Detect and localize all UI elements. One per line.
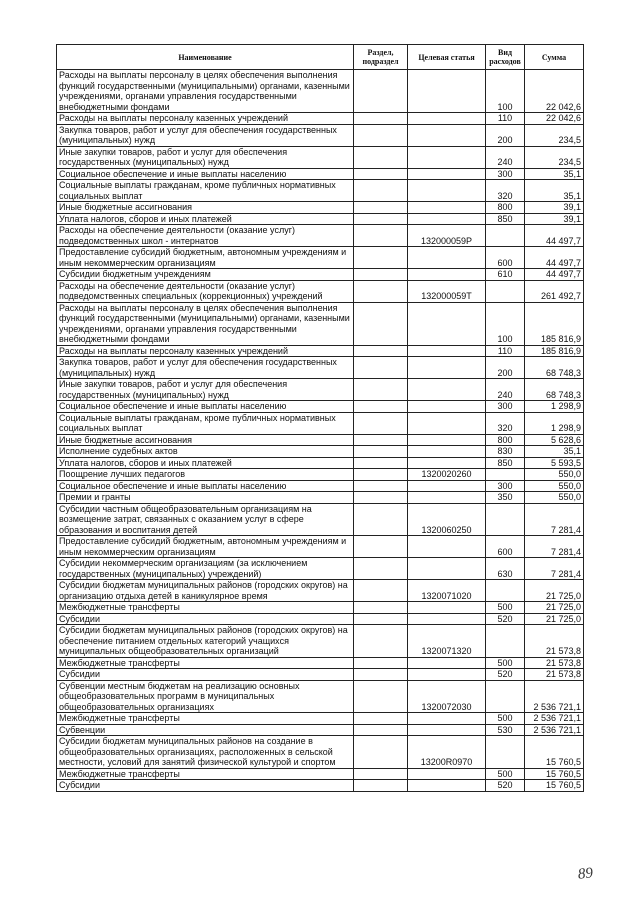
cell-name: Социальные выплаты гражданам, кроме публичных нормативных социальных выплат bbox=[57, 412, 354, 434]
table-row bbox=[57, 357, 584, 379]
cell-vid: 520 bbox=[486, 669, 525, 681]
table-row bbox=[57, 457, 584, 469]
cell-name: Субсидии бюджетам муниципальных районов (городских округов) на обеспечение питанием отдельных категорий учащихся муниципальных общеобразовательных организаций bbox=[57, 625, 354, 658]
cell-vid: 830 bbox=[486, 446, 525, 458]
cell-vid: 240 bbox=[486, 146, 525, 168]
table-row bbox=[57, 180, 584, 202]
cell-name: Расходы на выплаты персоналу казенных учреждений bbox=[57, 345, 354, 357]
table-row bbox=[57, 113, 584, 125]
cell-razdel bbox=[354, 446, 408, 458]
cell-summa: 35,1 bbox=[525, 180, 584, 202]
table-row bbox=[57, 613, 584, 625]
header-vid: Вид расходов bbox=[486, 45, 525, 70]
cell-razdel bbox=[354, 434, 408, 446]
cell-summa: 22 042,6 bbox=[525, 70, 584, 113]
cell-razdel bbox=[354, 225, 408, 247]
cell-name: Поощрение лучших педагогов bbox=[57, 469, 354, 481]
cell-vid bbox=[486, 469, 525, 481]
cell-summa: 1 298,9 bbox=[525, 401, 584, 413]
cell-name: Субсидии некоммерческим организациям (за исключением государственных (муниципальных) учреждений) bbox=[57, 558, 354, 580]
table-row bbox=[57, 446, 584, 458]
cell-summa: 234,5 bbox=[525, 146, 584, 168]
table-row bbox=[57, 580, 584, 602]
cell-summa: 550,0 bbox=[525, 469, 584, 481]
table-row bbox=[57, 736, 584, 769]
table-row bbox=[57, 401, 584, 413]
cell-name: Субсидии частным общеобразовательным организациям на возмещение затрат, связанных с оказанием услуг в сфере образования и воспитания детей bbox=[57, 503, 354, 536]
cell-statya bbox=[408, 180, 486, 202]
cell-statya bbox=[408, 168, 486, 180]
cell-razdel bbox=[354, 412, 408, 434]
cell-vid: 500 bbox=[486, 657, 525, 669]
header-summa: Сумма bbox=[525, 45, 584, 70]
cell-razdel bbox=[354, 669, 408, 681]
cell-vid bbox=[486, 736, 525, 769]
table-row bbox=[57, 202, 584, 214]
cell-summa: 15 760,5 bbox=[525, 736, 584, 769]
cell-vid: 800 bbox=[486, 202, 525, 214]
cell-razdel bbox=[354, 457, 408, 469]
cell-statya bbox=[408, 269, 486, 281]
cell-statya bbox=[408, 669, 486, 681]
cell-statya bbox=[408, 412, 486, 434]
table-row bbox=[57, 146, 584, 168]
cell-razdel bbox=[354, 302, 408, 345]
table-row bbox=[57, 124, 584, 146]
cell-name: Межбюджетные трансферты bbox=[57, 602, 354, 614]
cell-statya bbox=[408, 602, 486, 614]
cell-name: Иные бюджетные ассигнования bbox=[57, 202, 354, 214]
table-row bbox=[57, 345, 584, 357]
cell-statya bbox=[408, 780, 486, 792]
cell-razdel bbox=[354, 736, 408, 769]
cell-razdel bbox=[354, 602, 408, 614]
cell-summa: 5 628,6 bbox=[525, 434, 584, 446]
table-row bbox=[57, 492, 584, 504]
table-row bbox=[57, 379, 584, 401]
table-row bbox=[57, 70, 584, 113]
cell-vid: 200 bbox=[486, 124, 525, 146]
cell-razdel bbox=[354, 357, 408, 379]
cell-razdel bbox=[354, 724, 408, 736]
cell-statya: 1320072030 bbox=[408, 680, 486, 713]
cell-summa: 44 497,7 bbox=[525, 269, 584, 281]
table-row bbox=[57, 724, 584, 736]
cell-summa: 15 760,5 bbox=[525, 768, 584, 780]
cell-name: Субсидии бюджетным учреждениям bbox=[57, 269, 354, 281]
cell-statya: 132000059Т bbox=[408, 280, 486, 302]
cell-razdel bbox=[354, 657, 408, 669]
cell-razdel bbox=[354, 492, 408, 504]
cell-vid: 500 bbox=[486, 602, 525, 614]
table-row bbox=[57, 558, 584, 580]
cell-vid: 850 bbox=[486, 213, 525, 225]
cell-vid: 100 bbox=[486, 70, 525, 113]
cell-summa: 22 042,6 bbox=[525, 113, 584, 125]
cell-name: Субсидии бюджетам муниципальных районов (городских округов) на организацию отдыха детей в каникулярное время bbox=[57, 580, 354, 602]
cell-vid: 200 bbox=[486, 357, 525, 379]
page-number: 89 bbox=[577, 865, 594, 883]
cell-summa: 68 748,3 bbox=[525, 357, 584, 379]
cell-name: Иные закупки товаров, работ и услуг для обеспечения государственных (муниципальных) нужд bbox=[57, 146, 354, 168]
cell-statya bbox=[408, 124, 486, 146]
cell-name: Расходы на выплаты персоналу в целях обеспечения выполнения функций государственными (муниципальными) органами, казенными учреждениями, органами управления государственными внебюджетными фондами bbox=[57, 302, 354, 345]
cell-name: Иные закупки товаров, работ и услуг для обеспечения государственных (муниципальных) нужд bbox=[57, 379, 354, 401]
cell-vid: 350 bbox=[486, 492, 525, 504]
cell-summa: 2 536 721,1 bbox=[525, 680, 584, 713]
cell-razdel bbox=[354, 345, 408, 357]
cell-name: Межбюджетные трансферты bbox=[57, 768, 354, 780]
cell-summa: 44 497,7 bbox=[525, 247, 584, 269]
cell-summa: 2 536 721,1 bbox=[525, 713, 584, 725]
table-row bbox=[57, 657, 584, 669]
cell-name: Закупка товаров, работ и услуг для обеспечения государственных (муниципальных) нужд bbox=[57, 124, 354, 146]
cell-name: Расходы на обеспечение деятельности (оказание услуг) подведомственных специальных (коррекционных) учреждений bbox=[57, 280, 354, 302]
table-row bbox=[57, 434, 584, 446]
cell-razdel bbox=[354, 70, 408, 113]
cell-statya bbox=[408, 657, 486, 669]
table-row bbox=[57, 480, 584, 492]
cell-statya bbox=[408, 480, 486, 492]
cell-summa: 185 816,9 bbox=[525, 302, 584, 345]
table-body bbox=[57, 70, 584, 792]
cell-vid: 320 bbox=[486, 412, 525, 434]
budget-table bbox=[56, 44, 584, 792]
cell-statya: 13200R0970 bbox=[408, 736, 486, 769]
cell-razdel bbox=[354, 680, 408, 713]
table-row bbox=[57, 469, 584, 481]
cell-statya bbox=[408, 724, 486, 736]
cell-name: Социальное обеспечение и иные выплаты населению bbox=[57, 401, 354, 413]
cell-razdel bbox=[354, 480, 408, 492]
cell-name: Исполнение судебных актов bbox=[57, 446, 354, 458]
cell-vid: 600 bbox=[486, 536, 525, 558]
cell-summa: 7 281,4 bbox=[525, 558, 584, 580]
cell-statya bbox=[408, 213, 486, 225]
cell-name: Социальные выплаты гражданам, кроме публичных нормативных социальных выплат bbox=[57, 180, 354, 202]
cell-statya bbox=[408, 492, 486, 504]
cell-summa: 21 725,0 bbox=[525, 613, 584, 625]
cell-summa: 21 573,8 bbox=[525, 657, 584, 669]
table-row bbox=[57, 768, 584, 780]
cell-statya bbox=[408, 113, 486, 125]
table-row bbox=[57, 412, 584, 434]
table-row bbox=[57, 602, 584, 614]
header-statya: Целевая статья bbox=[408, 45, 486, 70]
cell-statya bbox=[408, 613, 486, 625]
cell-name: Социальное обеспечение и иные выплаты населению bbox=[57, 168, 354, 180]
table-row bbox=[57, 680, 584, 713]
cell-statya bbox=[408, 202, 486, 214]
cell-vid: 610 bbox=[486, 269, 525, 281]
table-row bbox=[57, 302, 584, 345]
cell-razdel bbox=[354, 202, 408, 214]
cell-vid: 630 bbox=[486, 558, 525, 580]
cell-statya bbox=[408, 302, 486, 345]
cell-statya bbox=[408, 768, 486, 780]
cell-razdel bbox=[354, 503, 408, 536]
cell-summa: 39,1 bbox=[525, 213, 584, 225]
cell-statya bbox=[408, 379, 486, 401]
cell-name: Социальное обеспечение и иные выплаты населению bbox=[57, 480, 354, 492]
table-row bbox=[57, 713, 584, 725]
cell-vid: 110 bbox=[486, 113, 525, 125]
cell-vid: 300 bbox=[486, 168, 525, 180]
cell-razdel bbox=[354, 536, 408, 558]
cell-vid: 500 bbox=[486, 713, 525, 725]
cell-vid: 520 bbox=[486, 613, 525, 625]
cell-statya bbox=[408, 247, 486, 269]
cell-summa: 5 593,5 bbox=[525, 457, 584, 469]
cell-razdel bbox=[354, 768, 408, 780]
cell-name: Субсидии bbox=[57, 780, 354, 792]
cell-statya: 1320060250 bbox=[408, 503, 486, 536]
cell-name: Субсидии бюджетам муниципальных районов на создание в общеобразовательных организациях, расположенных в сельской местности, условий для занятий физической культурой и спортом bbox=[57, 736, 354, 769]
cell-razdel bbox=[354, 247, 408, 269]
cell-vid: 600 bbox=[486, 247, 525, 269]
cell-statya bbox=[408, 146, 486, 168]
cell-name: Межбюджетные трансферты bbox=[57, 713, 354, 725]
table-row bbox=[57, 669, 584, 681]
cell-razdel bbox=[354, 379, 408, 401]
cell-statya bbox=[408, 345, 486, 357]
cell-name: Закупка товаров, работ и услуг для обеспечения государственных (муниципальных) нужд bbox=[57, 357, 354, 379]
header-razdel: Раздел, подраздел bbox=[354, 45, 408, 70]
cell-name: Субвенции местным бюджетам на реализацию основных общеобразовательных программ в муниципальных общеобразовательных организациях bbox=[57, 680, 354, 713]
cell-vid bbox=[486, 280, 525, 302]
cell-razdel bbox=[354, 280, 408, 302]
cell-vid: 300 bbox=[486, 480, 525, 492]
cell-razdel bbox=[354, 713, 408, 725]
cell-statya: 1320020260 bbox=[408, 469, 486, 481]
cell-summa: 68 748,3 bbox=[525, 379, 584, 401]
cell-name: Субсидии bbox=[57, 613, 354, 625]
cell-name: Расходы на обеспечение деятельности (оказание услуг) подведомственных школ - интернатов bbox=[57, 225, 354, 247]
cell-vid: 800 bbox=[486, 434, 525, 446]
cell-summa: 35,1 bbox=[525, 446, 584, 458]
cell-vid: 520 bbox=[486, 780, 525, 792]
cell-vid bbox=[486, 503, 525, 536]
cell-statya bbox=[408, 357, 486, 379]
cell-summa: 21 725,0 bbox=[525, 580, 584, 602]
cell-razdel bbox=[354, 180, 408, 202]
cell-name: Межбюджетные трансферты bbox=[57, 657, 354, 669]
cell-vid: 110 bbox=[486, 345, 525, 357]
cell-razdel bbox=[354, 401, 408, 413]
cell-razdel bbox=[354, 625, 408, 658]
cell-statya bbox=[408, 457, 486, 469]
cell-vid bbox=[486, 680, 525, 713]
table-header-row bbox=[57, 45, 584, 70]
cell-name: Субвенции bbox=[57, 724, 354, 736]
cell-vid bbox=[486, 225, 525, 247]
cell-vid bbox=[486, 580, 525, 602]
cell-summa: 44 497,7 bbox=[525, 225, 584, 247]
table-row bbox=[57, 625, 584, 658]
cell-name: Предоставление субсидий бюджетным, автономным учреждениям и иным некоммерческим организациям bbox=[57, 247, 354, 269]
table-row bbox=[57, 213, 584, 225]
cell-summa: 35,1 bbox=[525, 168, 584, 180]
cell-vid: 240 bbox=[486, 379, 525, 401]
cell-razdel bbox=[354, 124, 408, 146]
cell-summa: 7 281,4 bbox=[525, 503, 584, 536]
cell-summa: 21 573,8 bbox=[525, 669, 584, 681]
cell-summa: 7 281,4 bbox=[525, 536, 584, 558]
cell-vid: 500 bbox=[486, 768, 525, 780]
table-row bbox=[57, 503, 584, 536]
cell-statya bbox=[408, 70, 486, 113]
cell-razdel bbox=[354, 213, 408, 225]
cell-summa: 21 573,8 bbox=[525, 625, 584, 658]
cell-name: Премии и гранты bbox=[57, 492, 354, 504]
cell-razdel bbox=[354, 580, 408, 602]
cell-summa: 1 298,9 bbox=[525, 412, 584, 434]
cell-razdel bbox=[354, 469, 408, 481]
cell-name: Уплата налогов, сборов и иных платежей bbox=[57, 213, 354, 225]
cell-razdel bbox=[354, 780, 408, 792]
cell-vid: 100 bbox=[486, 302, 525, 345]
cell-name: Расходы на выплаты персоналу казенных учреждений bbox=[57, 113, 354, 125]
cell-name: Предоставление субсидий бюджетным, автономным учреждениям и иным некоммерческим организациям bbox=[57, 536, 354, 558]
cell-name: Расходы на выплаты персоналу в целях обеспечения выполнения функций государственными (муниципальными) органами, казенными учреждениями, органами управления государственными внебюджетными фондами bbox=[57, 70, 354, 113]
cell-summa: 39,1 bbox=[525, 202, 584, 214]
table-row bbox=[57, 536, 584, 558]
cell-razdel bbox=[354, 168, 408, 180]
cell-summa: 550,0 bbox=[525, 492, 584, 504]
cell-statya bbox=[408, 446, 486, 458]
header-name: Наименование bbox=[57, 45, 354, 70]
cell-name: Субсидии bbox=[57, 669, 354, 681]
cell-summa: 15 760,5 bbox=[525, 780, 584, 792]
cell-statya bbox=[408, 558, 486, 580]
cell-summa: 21 725,0 bbox=[525, 602, 584, 614]
cell-statya: 1320071320 bbox=[408, 625, 486, 658]
cell-summa: 550,0 bbox=[525, 480, 584, 492]
table-row bbox=[57, 225, 584, 247]
cell-razdel bbox=[354, 269, 408, 281]
cell-razdel bbox=[354, 113, 408, 125]
cell-vid: 530 bbox=[486, 724, 525, 736]
cell-vid: 320 bbox=[486, 180, 525, 202]
cell-vid: 850 bbox=[486, 457, 525, 469]
cell-statya: 1320071020 bbox=[408, 580, 486, 602]
table-row bbox=[57, 247, 584, 269]
cell-statya bbox=[408, 401, 486, 413]
cell-name: Уплата налогов, сборов и иных платежей bbox=[57, 457, 354, 469]
cell-razdel bbox=[354, 613, 408, 625]
table-row bbox=[57, 280, 584, 302]
cell-statya bbox=[408, 536, 486, 558]
table-row bbox=[57, 168, 584, 180]
cell-name: Иные бюджетные ассигнования bbox=[57, 434, 354, 446]
cell-statya bbox=[408, 434, 486, 446]
table-row bbox=[57, 780, 584, 792]
cell-summa: 2 536 721,1 bbox=[525, 724, 584, 736]
cell-razdel bbox=[354, 558, 408, 580]
cell-vid bbox=[486, 625, 525, 658]
cell-razdel bbox=[354, 146, 408, 168]
cell-summa: 261 492,7 bbox=[525, 280, 584, 302]
cell-statya bbox=[408, 713, 486, 725]
cell-statya: 132000059Р bbox=[408, 225, 486, 247]
cell-summa: 185 816,9 bbox=[525, 345, 584, 357]
table-row bbox=[57, 269, 584, 281]
cell-summa: 234,5 bbox=[525, 124, 584, 146]
cell-vid: 300 bbox=[486, 401, 525, 413]
